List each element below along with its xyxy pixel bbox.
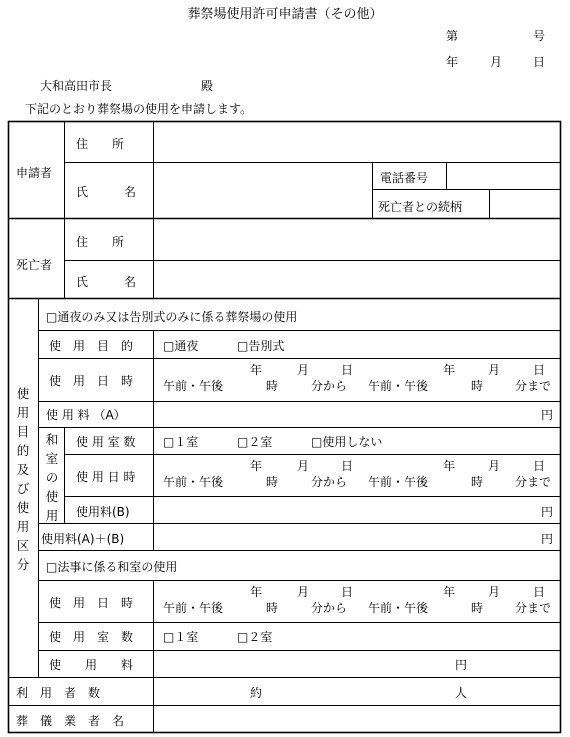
usage-datetime-ampm-9: 午前・午後 <box>368 379 429 393</box>
usage-datetime-tsuki-4: 月 <box>488 363 501 377</box>
applicant-relation-label: 死亡者との続柄 <box>378 200 463 214</box>
addressee-honorific: 殿 <box>201 79 214 93</box>
memorial-datetime-nen-0: 年 <box>250 585 263 599</box>
addressee: 大和高田市長 <box>40 79 113 93</box>
memorial-fee-label: 使 用 料 <box>49 658 134 672</box>
date-year-label: 年 <box>446 55 459 69</box>
applicant-section-label: 申請者 <box>16 166 53 180</box>
washitsu-datetime-tsuki-1: 月 <box>297 459 310 473</box>
users-approx: 約 <box>250 686 263 700</box>
purpose-funeral-checkbox[interactable]: □告別式 <box>237 339 285 353</box>
memorial-datetime-ampm-6: 午前・午後 <box>163 601 224 615</box>
memorial-datetime-hi-2: 日 <box>341 585 354 599</box>
purpose-wake-checkbox[interactable]: □通夜 <box>163 339 199 353</box>
washitsu-datetime-nen-0: 年 <box>250 459 263 473</box>
usage-datetime-tsuki-1: 月 <box>297 363 310 377</box>
washitsu-datetime-ampm-9: 午前・午後 <box>368 475 429 489</box>
washitsu-datetime-fun-kara-8: 分から <box>311 475 348 489</box>
usage-datetime-hi-2: 日 <box>341 363 354 377</box>
memorial-datetime-tsuki-1: 月 <box>297 585 310 599</box>
washitsu-datetime-ji-10: 時 <box>471 475 484 489</box>
usage-datetime-label: 使 用 日 時 <box>49 374 134 388</box>
document-title: 葬祭場使用許可申請書（その他） <box>187 7 383 22</box>
usage-datetime-fun-made-11: 分まで <box>515 379 552 393</box>
date-month-label: 月 <box>490 55 503 69</box>
fee-a-yen: 円 <box>541 408 554 422</box>
undertaker-label: 葬 儀 業 者 名 <box>16 714 125 728</box>
memorial-datetime-nen-3: 年 <box>443 585 456 599</box>
washitsu-datetime-nen-3: 年 <box>443 459 456 473</box>
washitsu-datetime-label: 使 用 日 時 <box>76 470 136 484</box>
washitsu-section-label: 和 室 の 使 用 <box>45 432 59 523</box>
room-1-checkbox[interactable]: □１室 <box>163 435 199 449</box>
usage-datetime-ampm-6: 午前・午後 <box>163 379 224 393</box>
memorial-datetime-fun-kara-8: 分から <box>311 601 348 615</box>
washitsu-datetime-hi-5: 日 <box>533 459 546 473</box>
washitsu-datetime-fun-made-11: 分まで <box>515 475 552 489</box>
fee-b-yen: 円 <box>541 505 554 519</box>
option-memorial-checkbox[interactable]: □法事に係る和室の使用 <box>46 560 178 574</box>
applicant-name-label: 氏 名 <box>76 185 137 199</box>
room-count-label: 使 用 室 数 <box>76 435 136 449</box>
number-suffix: 号 <box>533 29 546 43</box>
memorial-fee-yen: 円 <box>455 658 468 672</box>
memorial-datetime-ji-10: 時 <box>471 601 484 615</box>
deceased-section-label: 死亡者 <box>16 258 53 272</box>
users-unit: 人 <box>455 686 468 700</box>
washitsu-datetime-ji-7: 時 <box>266 475 279 489</box>
number-prefix: 第 <box>446 29 459 43</box>
memorial-room-count-label: 使 用 室 数 <box>49 630 134 644</box>
applicant-phone-label: 電話番号 <box>380 171 429 185</box>
option-wake-funeral-checkbox[interactable]: □通夜のみ又は告別式のみに係る葬祭場の使用 <box>46 310 298 324</box>
fee-b-label: 使用料(B) <box>76 505 130 519</box>
memorial-datetime-label: 使 用 日 時 <box>49 596 134 610</box>
usage-datetime-fun-kara-8: 分から <box>311 379 348 393</box>
memorial-datetime-fun-made-11: 分まで <box>515 601 552 615</box>
purpose-label: 使 用 目 的 <box>49 339 134 353</box>
washitsu-datetime-ampm-6: 午前・午後 <box>163 475 224 489</box>
usage-datetime-nen-0: 年 <box>250 363 263 377</box>
deceased-name-label: 氏 名 <box>76 275 137 289</box>
intro-text: 下記のとおり葬祭場の使用を申請します。 <box>25 102 253 116</box>
fee-total-label: 使用料(A)＋(B) <box>41 532 125 546</box>
usage-datetime-ji-10: 時 <box>471 379 484 393</box>
usage-datetime-hi-5: 日 <box>533 363 546 377</box>
washitsu-datetime-tsuki-4: 月 <box>488 459 501 473</box>
room-2-checkbox[interactable]: □２室 <box>237 435 273 449</box>
deceased-address-label: 住 所 <box>76 235 125 249</box>
room-none-checkbox[interactable]: □使用しない <box>311 435 383 449</box>
memorial-room-2-checkbox[interactable]: □２室 <box>237 630 273 644</box>
applicant-address-label: 住 所 <box>76 137 125 151</box>
memorial-room-1-checkbox[interactable]: □１室 <box>163 630 199 644</box>
usage-datetime-ji-7: 時 <box>266 379 279 393</box>
washitsu-datetime-hi-2: 日 <box>341 459 354 473</box>
memorial-datetime-ji-7: 時 <box>266 601 279 615</box>
fee-total-yen: 円 <box>541 532 554 546</box>
usage-section-label: 使 用 目 的 及 び 使 用 区 分 <box>16 386 30 572</box>
fee-a-label: 使 用 料 （A） <box>46 408 126 422</box>
memorial-datetime-ampm-9: 午前・午後 <box>368 601 429 615</box>
date-day-label: 日 <box>533 55 546 69</box>
memorial-datetime-hi-5: 日 <box>533 585 546 599</box>
memorial-datetime-tsuki-4: 月 <box>488 585 501 599</box>
usage-datetime-nen-3: 年 <box>443 363 456 377</box>
users-label: 利 用 者 数 <box>16 686 101 700</box>
